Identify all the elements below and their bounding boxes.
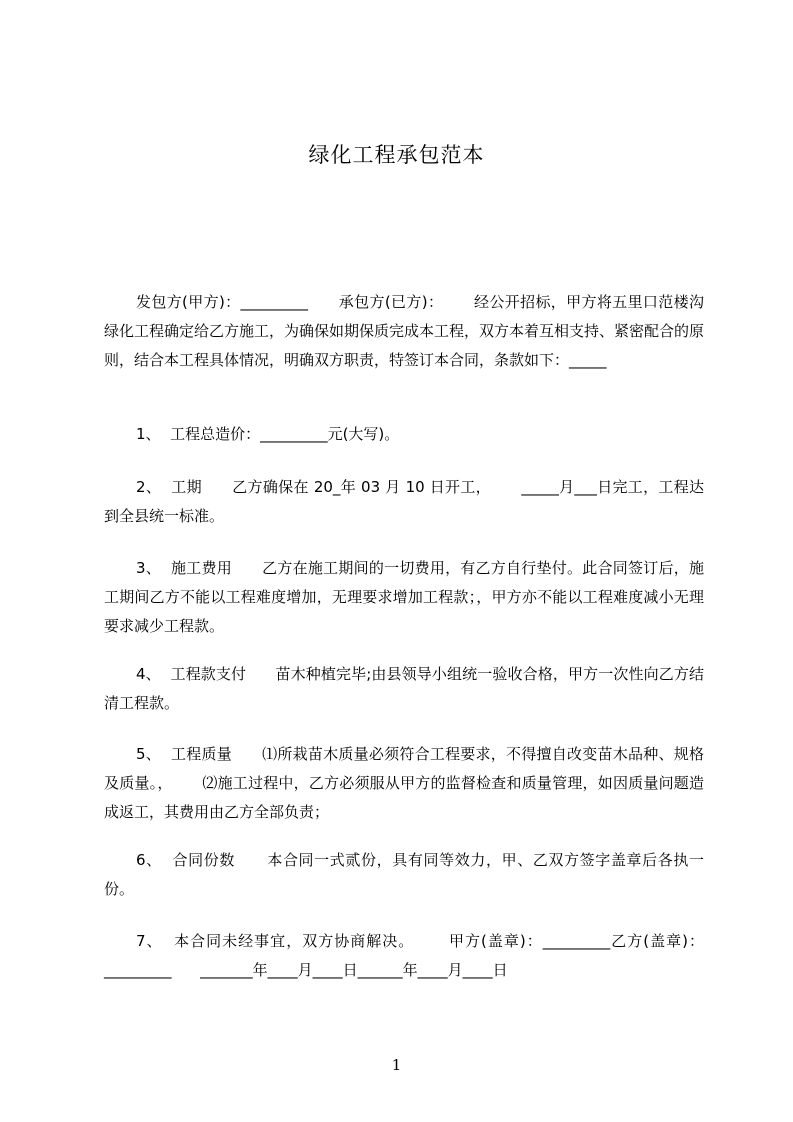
document-title: 绿化工程承包范本 (308, 143, 485, 167)
clause-quality: 5、 工程质量 ⑴所栽苗木质量必须符合工程要求，不得擅自改变苗木品种、规格及质量。， ⑵施工过程中，乙方必须服从甲方的监督检查和质量管理，如因质量问题造成返工，其费用由乙方全部负责； (104, 745, 704, 821)
clause-construction-cost: 3、 施工费用 乙方在施工期间的一切费用，有乙方自行垫付。此合同签订后，施工期间乙方不能以工程难度增加，无理要求增加工程款；，甲方亦不能以工程难度减小无理要求减少工程款。 (104, 559, 704, 635)
clause-copies: 6、 合同份数 本合同一式贰份，具有同等效力，甲、乙双方签字盖章后各执一份。 (104, 851, 704, 898)
preamble-paragraph: 发包方(甲方)：_________ 承包方(已方)： 经公开招标，甲方将五里口范楼沟绿化工程确定给乙方施工，为确保如期保质完成本工程，双方本着互相支持、紧密配合的原则，结合本工程具体情况，明确双方职责，特签订本合同，条款如下：_____ (104, 293, 705, 369)
clause-signatures: 7、 本合同未经事宜，双方协商解决。 甲方(盖章)：_________乙方(盖章)：_________ _______年____月____日______年____月____日 (104, 932, 704, 979)
clause-total-price: 1、 工程总造价：_________元(大写)。 (136, 425, 400, 443)
page-number: 1 (391, 1056, 402, 1074)
clause-schedule: 2、 工期 乙方确保在 20_年 03 月 10 日开工， _____月___日完工，工程达到全县统一标准。 (104, 478, 704, 525)
clause-payment: 4、 工程款支付 苗木种植完毕;由县领导小组统一验收合格，甲方一次性向乙方结清工程款。 (104, 665, 704, 712)
